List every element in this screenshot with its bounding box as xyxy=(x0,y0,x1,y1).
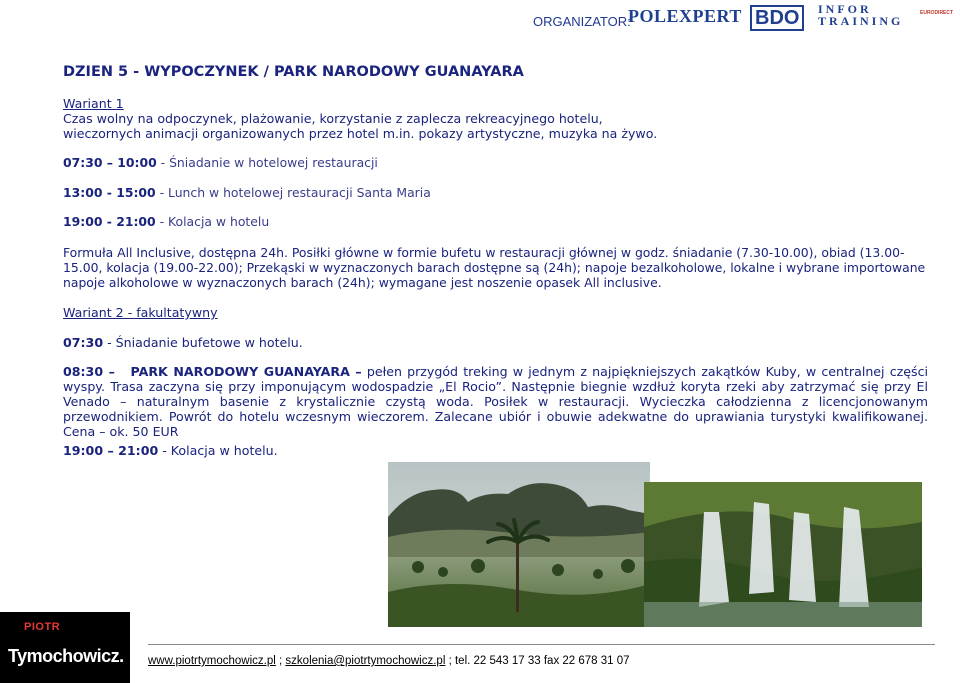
polexpert-logo: POLEXPERT xyxy=(628,6,742,26)
schedule-item-lunch xyxy=(63,185,431,200)
park-text: pełen przygód treking w jednym z najpiękniejszych zakątków Kuby, w centralnej części wyspy. Trasa zaczyna się przy imponującym wodospadzie „El Rocio”. Następnie biegnie wzdłuż koryta rzeki aby zatrzymać się przy El Venado – naturalnym basenie z krystalicznie czystą woda. Posiłek w restauracji. Wycieczka całodzienna z licencjonowanym przewodnikiem. Powrót do hotelu wczesnym wieczorem. Zalecane ubiór i obuwie adekwatne do uprawiania turystyki kwalifikowanej. Cena – ok. 50 EUR xyxy=(63,364,928,439)
schedule-text: - Lunch w hotelowej restauracji Santa Maria xyxy=(155,185,431,200)
schedule-item-dinner xyxy=(63,214,269,229)
schedule-item-breakfast xyxy=(63,155,378,170)
infor-logo-line1: INFOR xyxy=(818,2,872,16)
infor-logo-line2: TRAINING xyxy=(818,14,904,28)
variant2-breakfast xyxy=(63,335,303,350)
schedule-text: - Kolacja w hotelu xyxy=(155,214,270,229)
park-name: PARK NARODOWY GUANAYARA – xyxy=(130,364,362,379)
variant1-description-line1: Czas wolny na odpoczynek, plażowanie, korzystanie z zaplecza rekreacyjnego hotelu, xyxy=(63,111,603,126)
footer-divider xyxy=(148,644,935,645)
schedule-text: - Śniadanie w hotelowej restauracji xyxy=(156,155,378,170)
logo-main-text: Tymochowicz. xyxy=(8,646,124,666)
email-link[interactable]: szkolenia@piotrtymochowicz.pl xyxy=(285,655,446,667)
page-title: DZIEN 5 - WYPOCZYNEK / PARK NARODOWY GUANAYARA xyxy=(63,64,524,80)
footer-contact xyxy=(148,655,630,667)
piotr-tymochowicz-logo xyxy=(0,612,130,683)
dinner-text: - Kolacja w hotelu. xyxy=(158,443,278,458)
variant2-heading: Wariant 2 - fakultatywny xyxy=(63,305,218,320)
variant1-heading: Wariant 1 xyxy=(63,96,124,111)
variant1-description-line2: wieczornych animacji organizowanych przez hotel m.in. pokazy artystyczne, muzyka na żywo. xyxy=(63,126,658,141)
dinner-time: 19:00 – 21:00 xyxy=(63,443,159,458)
schedule-time: 07:30 – 10:00 xyxy=(63,155,157,170)
bdo-logo: BDO xyxy=(750,5,804,31)
infor-training-logo xyxy=(818,3,903,27)
waterfall-photo xyxy=(644,482,922,627)
park-description xyxy=(63,364,928,439)
schedule-time: 13:00 - 15:00 xyxy=(63,185,156,200)
organizer-label: ORGANIZATOR: xyxy=(533,14,631,29)
all-inclusive-info: Formuła All Inclusive, dostępna 24h. Posiłki główne w formie bufetu w restauracji głównej w godz. śniadanie (7.30-10.00), obiad (13.00-15.00, kolacja (19.00-22.00); Przekąski w wyznaczonych barach dostępne są (24h); napoje bezalkoholowe, lokalne i wybrane importowane napoje alkoholowe w wyznaczonych barach (24h); wymagane jest noszenie opasek All inclusive. xyxy=(63,245,926,290)
vinales-valley-photo xyxy=(388,462,650,627)
breakfast-time: 07:30 xyxy=(63,335,104,350)
separator: ; xyxy=(275,655,286,667)
park-time: 08:30 – xyxy=(63,364,115,379)
logo-top-text: PIOTR xyxy=(24,621,61,633)
variant2-dinner xyxy=(63,443,278,458)
website-link[interactable]: www.piotrtymochowicz.pl xyxy=(148,655,276,667)
eurodirect-logo: EURODIRECT xyxy=(920,10,954,16)
breakfast-text: - Śniadanie bufetowe w hotelu. xyxy=(103,335,303,350)
schedule-time: 19:00 - 21:00 xyxy=(63,214,156,229)
phone-fax: ; tel. 22 543 17 33 fax 22 678 31 07 xyxy=(445,655,630,667)
